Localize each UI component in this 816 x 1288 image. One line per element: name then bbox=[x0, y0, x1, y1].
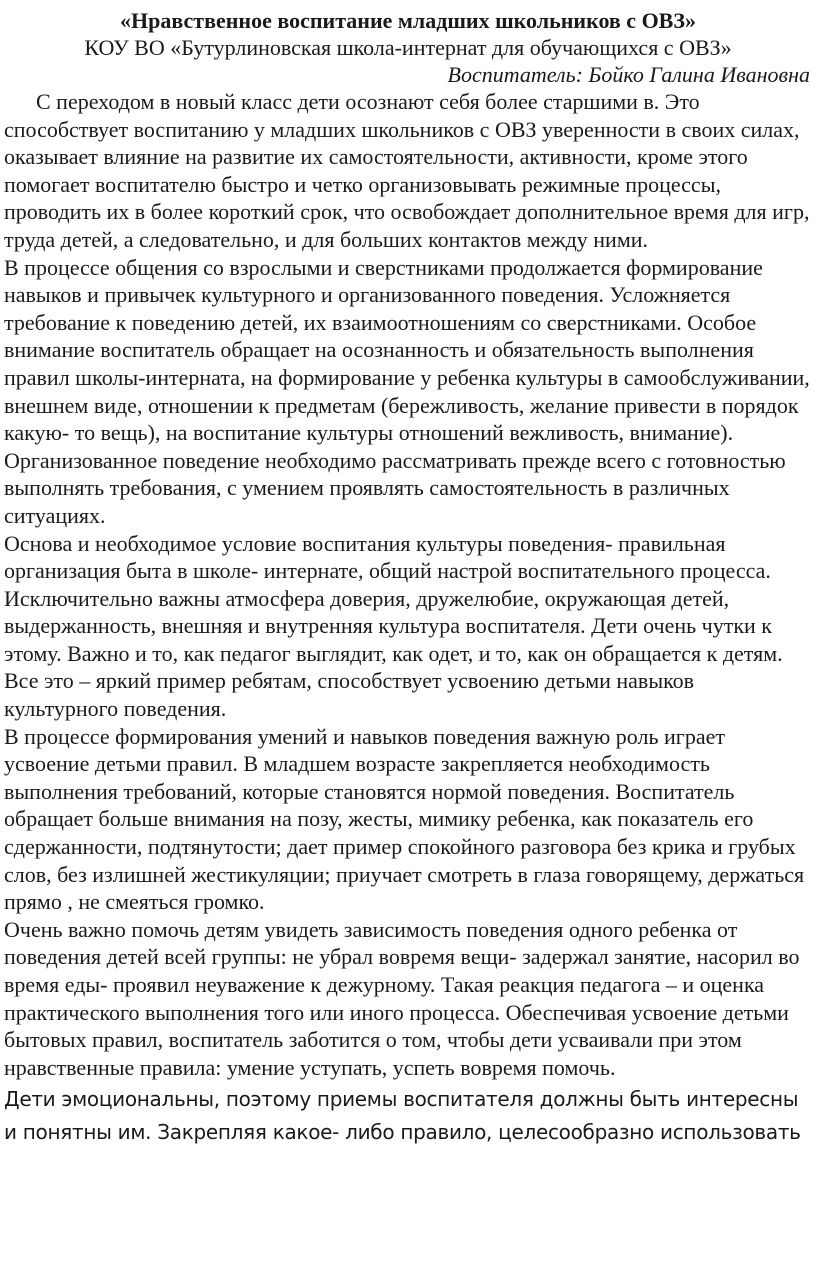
document-title: «Нравственное воспитание младших школьников с ОВЗ» bbox=[120, 8, 696, 33]
paragraph-4: Основа и необходимое условие воспитания культуры поведения- правильная организация быта в школе- интернате, общий настрой воспитательного процесса. Исключительно важны атмосфера доверия, дружелюбие, окружающая детей, выдержанность, внешняя и внутренняя культура воспитателя. Дети очень чутки к этому. Важно и то, как педагог выглядит, как одет, и то, как он обращается к детям. Все это – яркий пример ребятам, способствует усвоению детьми навыков культурного поведения. bbox=[4, 530, 783, 722]
paragraph-1: С переходом в новый класс дети осознают себя более старшими в. Это способствует воспитанию у младших школьников с ОВЗ уверенности в своих силах, оказывает влияние на развитие их самостоятельности, активности, кроме этого помогает воспитателю быстро и четко организовывать режимные процессы, проводить их в более короткий срок, что освобождает дополнительное время для игр, труда детей, а следовательно, и для больших контактов между ними. bbox=[4, 89, 810, 252]
author-line: Воспитатель: Бойко Галина Ивановна bbox=[447, 62, 810, 87]
paragraph-7-truncated: Дети эмоциональны, поэтому приемы воспитателя должны быть интересны и понятны им. Закрепляя какое- либо правило, целесообразно использовать bbox=[4, 1087, 801, 1145]
paragraph-6: Очень важно помочь детям увидеть зависимость поведения одного ребенка от поведения детей всей группы: не убрал вовремя вещи- задержал занятие, насорил во время еды- проявил неуважение к дежурному. Такая реакция педагога – и оценка практического выполнения того или иного процесса. Обеспечивая усвоение детьми бытовых правил, воспитатель заботится о том, чтобы дети усваивали при этом нравственные правила: умение уступать, успеть вовремя помочь. bbox=[4, 916, 800, 1080]
paragraph-3: Организованное поведение необходимо рассматривать прежде всего с готовностью выполнять требования, с умением проявлять самостоятельность в различных ситуациях. bbox=[4, 447, 786, 528]
paragraph-2: В процессе общения со взрослыми и сверстниками продолжается формирование навыков и привычек культурного и организованного поведения. Усложняется требование к поведению детей, их взаимоотношениям со сверстниками. Особое внимание воспитатель обращает на осознанность и обязательность выполнения правил школы-интерната, на формирование у ребенка культуры в самообслуживании, внешнем виде, отношении к предметам (бережливость, желание привести в порядок какую- то вещь), на воспитание культуры отношений вежливость, внимание). bbox=[4, 254, 810, 446]
school-name: КОУ ВО «Бутурлиновская школа-интернат для обучающихся с ОВЗ» bbox=[84, 35, 732, 60]
paragraph-5: В процессе формирования умений и навыков поведения важную роль играет усвоение детьми правил. В младшем возрасте закрепляется необходимость выполнения требований, которые становятся нормой поведения. Воспитатель обращает больше внимания на позу, жесты, мимику ребенка, как показатель его сдержанности, подтянутости; дает пример спокойного разговора без крика и грубых слов, без излишней жестикуляции; приучает смотреть в глаза говорящему, держаться прямо , не смеяться громко. bbox=[4, 723, 805, 915]
